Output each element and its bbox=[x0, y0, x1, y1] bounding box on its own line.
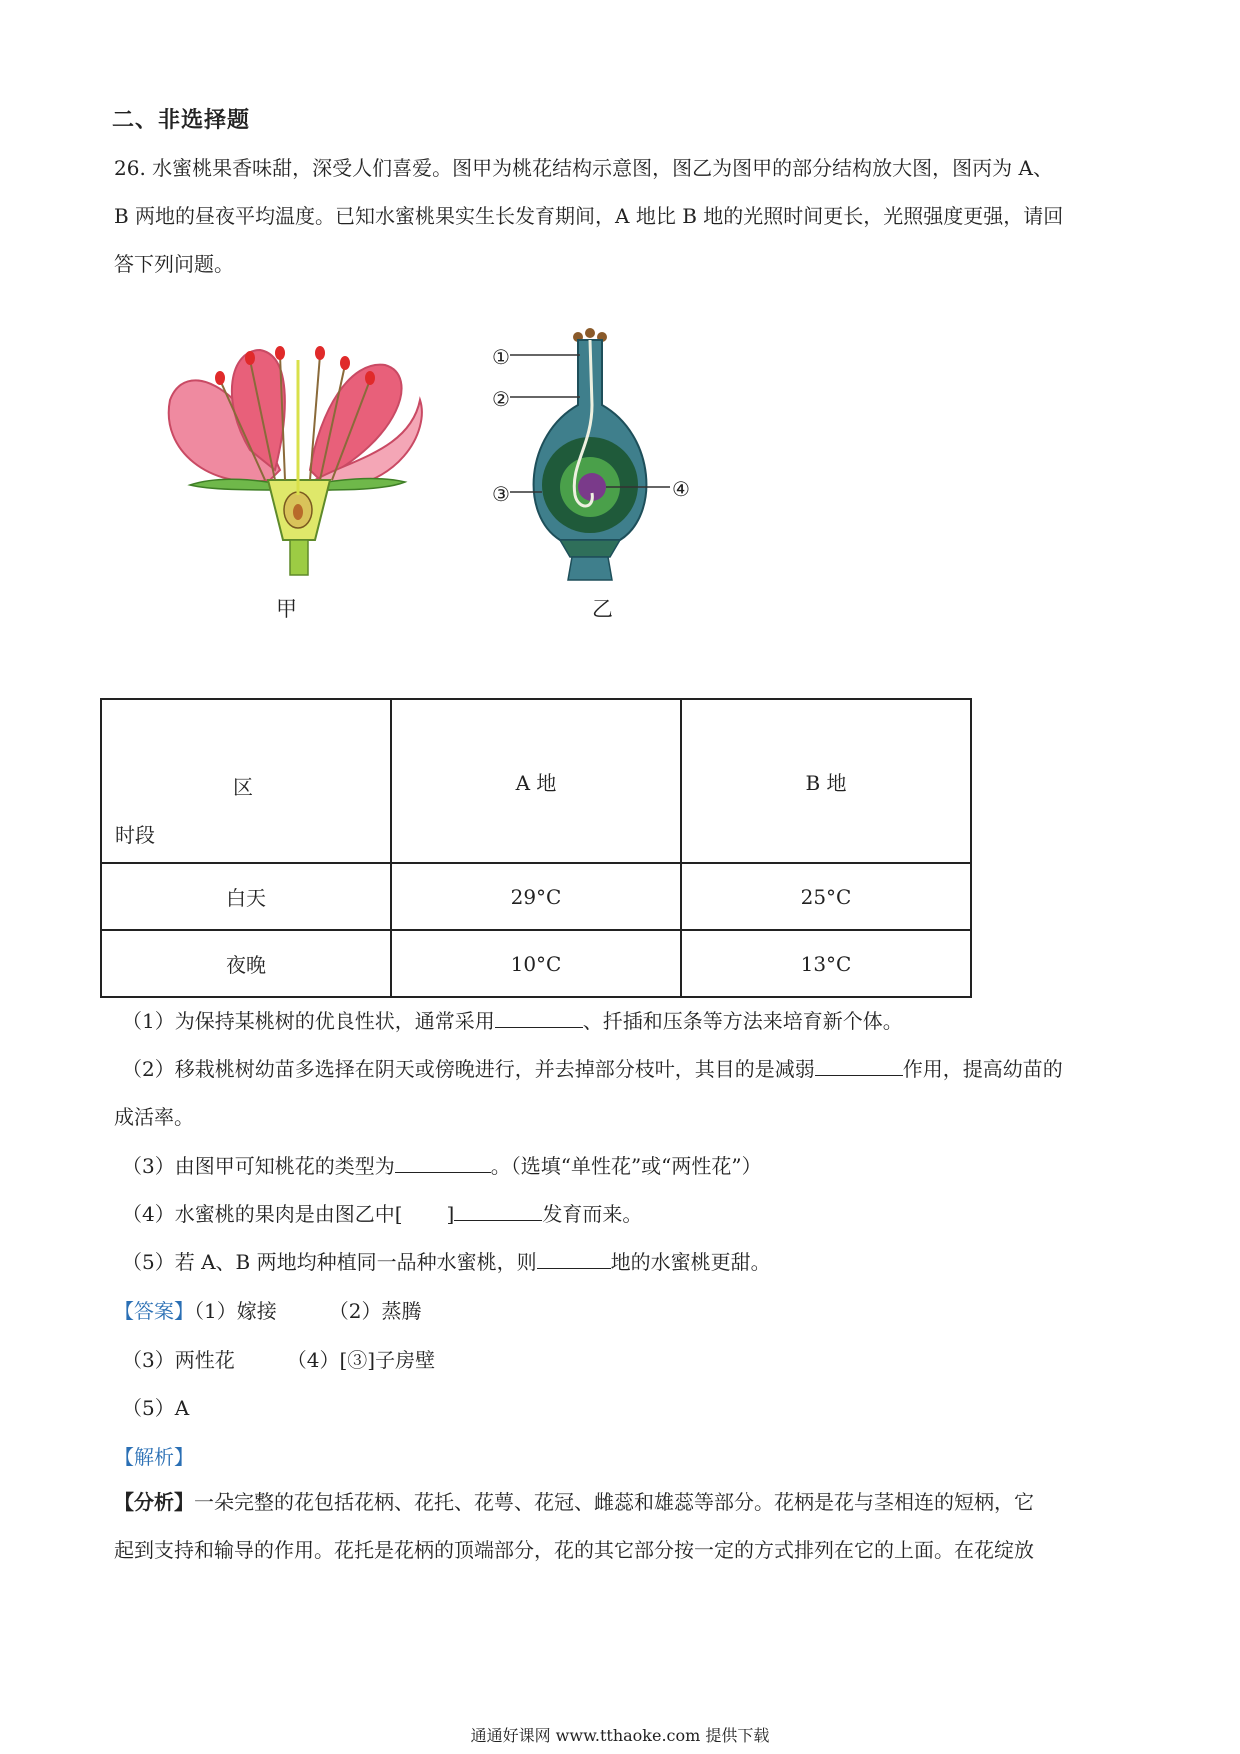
answer-5: （5）A bbox=[122, 1396, 190, 1420]
q1-text-end: 、扦插和压条等方法来培育新个体。 bbox=[582, 1009, 903, 1033]
analysis-line-2: 起到支持和输导的作用。花托是花柄的顶端部分，花的其它部分按一定的方式排列在它的上面。在花绽放 bbox=[114, 1538, 1034, 1562]
analysis-line-1: 一朵完整的花包括花柄、花托、花萼、花冠、雌蕊和雄蕊等部分。花柄是花与茎相连的短柄，它 bbox=[194, 1490, 1034, 1514]
analysis-body bbox=[114, 1478, 1134, 1574]
q5-text-end: 地的水蜜桃更甜。 bbox=[610, 1250, 771, 1274]
marker-1: ① bbox=[492, 345, 510, 369]
q3-blank bbox=[395, 1154, 491, 1173]
period-cell: 夜晚 bbox=[101, 930, 391, 997]
question-3 bbox=[122, 1150, 762, 1179]
temperature-table bbox=[100, 698, 972, 998]
q4-bracket-close: ] bbox=[446, 1202, 455, 1226]
intro-line: B 两地的昼夜平均温度。已知水蜜桃果实生长发育期间，A 地比 B 地的光照时间更长，光照强度更强，请回 bbox=[114, 204, 1064, 228]
q3-text: （3）由图甲可知桃花的类型为 bbox=[122, 1154, 395, 1178]
q4-text-end: 发育而来。 bbox=[542, 1202, 643, 1226]
intro-line: 26. 水蜜桃果香味甜，深受人们喜爱。图甲为桃花结构示意图，图乙为图甲的部分结构放大图，图丙为 A、 bbox=[114, 156, 1053, 180]
answer-2: （2）蒸腾 bbox=[328, 1299, 422, 1323]
question-1 bbox=[122, 1005, 903, 1034]
marker-3: ③ bbox=[492, 482, 510, 506]
q2-text: （2）移栽桃树幼苗多选择在阴天或傍晚进行，并去掉部分枝叶，其目的是减弱 bbox=[122, 1057, 815, 1081]
temp-b-cell: 13°C bbox=[681, 930, 971, 997]
temp-a-cell: 29°C bbox=[391, 863, 681, 930]
figure-jia-label: 甲 bbox=[276, 597, 297, 621]
marker-4: ④ bbox=[672, 477, 690, 501]
header-b: B 地 bbox=[681, 699, 971, 863]
pistil-figure bbox=[480, 325, 700, 585]
figure-yi-label: 乙 bbox=[592, 597, 613, 621]
q4-text: （4）水蜜桃的果肉是由图乙中[ bbox=[122, 1202, 403, 1226]
q2-blank bbox=[815, 1057, 903, 1076]
answer-line-2 bbox=[122, 1344, 435, 1373]
answer-tag: 【答案】 bbox=[114, 1299, 194, 1323]
q5-blank bbox=[537, 1250, 611, 1269]
answer-3: （3）两性花 bbox=[122, 1348, 235, 1372]
question-2-line2: 成活率。 bbox=[114, 1105, 194, 1129]
q5-text: （5）若 A、B 两地均种植同一品种水蜜桃，则 bbox=[122, 1250, 537, 1274]
table-row bbox=[101, 863, 971, 930]
q3-text-end: 。（选填“单性花”或“两性花”） bbox=[490, 1154, 762, 1178]
peach-flower-figure bbox=[150, 340, 440, 580]
answer-1: （1）嫁接 bbox=[194, 1299, 277, 1323]
intro-line: 答下列问题。 bbox=[114, 252, 234, 276]
table-header-row bbox=[101, 699, 971, 863]
table-row bbox=[101, 930, 971, 997]
page-footer: 通通好课网 www.tthaoke.com 提供下载 bbox=[470, 1726, 770, 1745]
q2-text-end: 作用，提高幼苗的 bbox=[902, 1057, 1063, 1081]
answer-line-1 bbox=[114, 1295, 421, 1324]
temp-a-cell: 10°C bbox=[391, 930, 681, 997]
question-2 bbox=[122, 1053, 1063, 1082]
corner-top-label: 区 bbox=[233, 775, 253, 799]
corner-bottom-label: 时段 bbox=[115, 823, 155, 847]
period-cell: 白天 bbox=[101, 863, 391, 930]
question-intro bbox=[114, 144, 1134, 288]
question-5 bbox=[122, 1246, 771, 1275]
marker-2: ② bbox=[492, 387, 510, 411]
corner-cell bbox=[101, 699, 391, 863]
q4-blank bbox=[454, 1202, 542, 1221]
q1-blank bbox=[495, 1009, 583, 1028]
analysis-head: 【分析】 bbox=[114, 1490, 194, 1514]
question-4 bbox=[122, 1198, 642, 1227]
answer-4: （4）[③]子房壁 bbox=[286, 1348, 436, 1372]
header-a: A 地 bbox=[391, 699, 681, 863]
q1-text: （1）为保持某桃树的优良性状，通常采用 bbox=[122, 1009, 495, 1033]
section-title: 二、非选择题 bbox=[112, 108, 251, 133]
analysis-tag: 【解析】 bbox=[114, 1445, 194, 1469]
temp-b-cell: 25°C bbox=[681, 863, 971, 930]
